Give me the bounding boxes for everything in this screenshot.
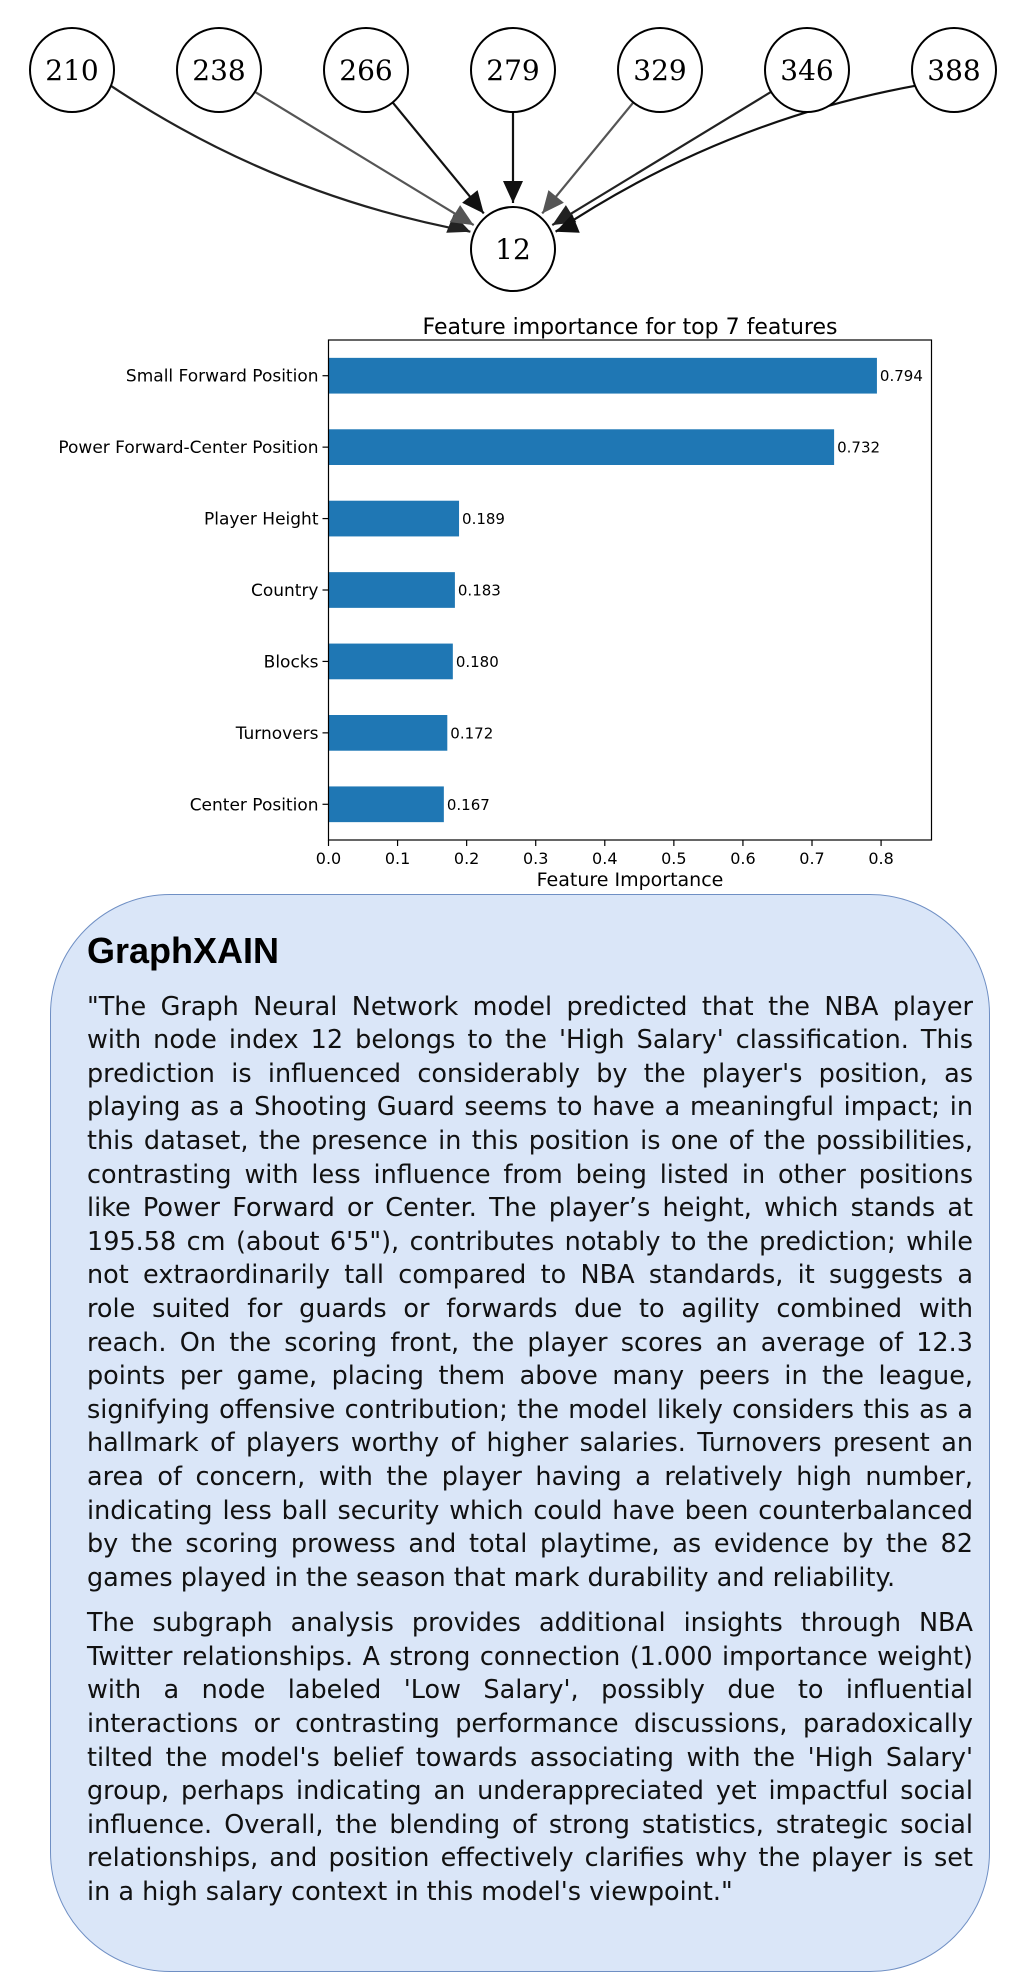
graph-node-388	[912, 28, 996, 112]
bar-1	[329, 358, 877, 394]
chart-y-tick-labels	[58, 367, 328, 816]
graph-node-279	[471, 28, 555, 112]
y-tick-label: Power Forward-Center Position	[58, 438, 319, 459]
y-tick-label: Blocks	[263, 652, 319, 673]
edge-arrowhead	[542, 190, 564, 213]
bar-6	[329, 715, 448, 751]
node-label: 238	[192, 54, 246, 87]
explanation-title: GraphXAIN	[87, 930, 280, 971]
bar-value-label: 0.732	[837, 438, 881, 457]
bar-7	[329, 786, 444, 822]
x-tick-label: 0.8	[868, 849, 894, 868]
bar-value-label: 0.180	[455, 652, 499, 671]
graph-node-266	[324, 28, 408, 112]
y-tick-label: Turnovers	[235, 723, 319, 744]
x-tick-label: 0.2	[453, 849, 480, 868]
edge-210-to-12	[111, 86, 470, 232]
chart-title: Feature importance for top 7 features	[422, 315, 838, 340]
x-tick-label: 0.7	[799, 849, 825, 868]
edge-388-to-12	[556, 86, 915, 232]
x-tick-label: 0.6	[730, 849, 756, 868]
y-tick-label: Country	[250, 581, 319, 601]
edge-arrowhead	[462, 190, 484, 213]
edge-arrowhead	[503, 181, 523, 203]
bar-3	[329, 501, 460, 537]
node-label: 210	[45, 54, 99, 87]
node-label: 12	[495, 233, 531, 266]
x-tick-label: 0.1	[384, 849, 411, 868]
graph-node-238	[177, 28, 261, 112]
node-label: 266	[339, 54, 393, 87]
feature-importance-chart	[0, 300, 1017, 894]
x-axis-label: Feature Importance	[536, 869, 724, 891]
node-label: 329	[633, 54, 687, 87]
node-label: 279	[486, 54, 540, 87]
bar-2	[329, 429, 835, 465]
graph-node-346	[765, 28, 849, 112]
x-tick-label: 0.3	[522, 849, 549, 868]
node-label: 388	[927, 54, 981, 87]
y-tick-label: Small Forward Position	[125, 366, 319, 387]
bar-value-label: 0.189	[462, 510, 505, 529]
explanation-paragraph-1: "The Graph Neural Network model predicted that the NBA player with node index 12 belongs to the 'High Salary' classification. This prediction is influenced considerably by the player's position, as playing as a Shooting Guard seems to have a meaningful impact; in this dataset, the presence in this position is one of the possibilities, contrasting with less influence from being listed in other positions like Power Forward or Center. The player’s height, which stands at 195.58 cm (about 6'5"), contributes notably to the prediction; while not extraordinarily tall compared to NBA standards, it suggests a role suited for guards or forwards due to agility combined with reach. On the scoring front, the player scores an average of 12.3 points per game, placing them above many peers in the league, signifying offensive contribution; the model likely considers this as a hallmark of players worthy of higher salaries. Turnovers present an area of concern, with the player having a relatively high number, indicating less ball security which could have been counterbalanced by the scoring prowess and total playtime, as evidence by the 82 games played in the season that mark durability and reliability.	[87, 991, 973, 1593]
explanation-paragraph-2: The subgraph analysis provides additional insights through NBA Twitter relationships. A strong connection (1.000 importance weight) with a node labeled 'Low Salary', possibly due to influential interactions or contrasting performance discussions, paradoxically tilted the model's belief towards associating with the 'High Salary' group, perhaps indicating an underappreciated yet impactful social influence. Overall, the blending of strong statistics, strategic social relationships, and position effectively clarifies why the player is set in a high salary context in this model's viewpoint."	[87, 1608, 973, 1908]
y-tick-label: Center Position	[189, 795, 319, 816]
x-tick-label: 0.0	[315, 849, 342, 868]
bar-value-label: 0.794	[879, 367, 923, 386]
bar-4	[329, 572, 455, 608]
bar-5	[329, 644, 453, 680]
x-tick-label: 0.5	[661, 849, 687, 868]
y-tick-label: Player Height	[203, 509, 319, 530]
chart-x-axis	[316, 840, 894, 868]
node-label: 346	[780, 54, 834, 87]
bar-value-label: 0.167	[446, 795, 490, 814]
bar-value-label: 0.172	[450, 724, 494, 743]
graph-node-12	[471, 207, 555, 291]
edge-arrowhead	[450, 205, 474, 225]
graph-node-329	[618, 28, 702, 112]
x-tick-label: 0.4	[592, 849, 618, 868]
bar-value-label: 0.183	[457, 581, 501, 600]
explanation-panel	[50, 894, 990, 1972]
chart-bars	[329, 358, 923, 822]
graph-node-210	[30, 28, 114, 112]
subgraph-diagram	[0, 0, 1017, 300]
